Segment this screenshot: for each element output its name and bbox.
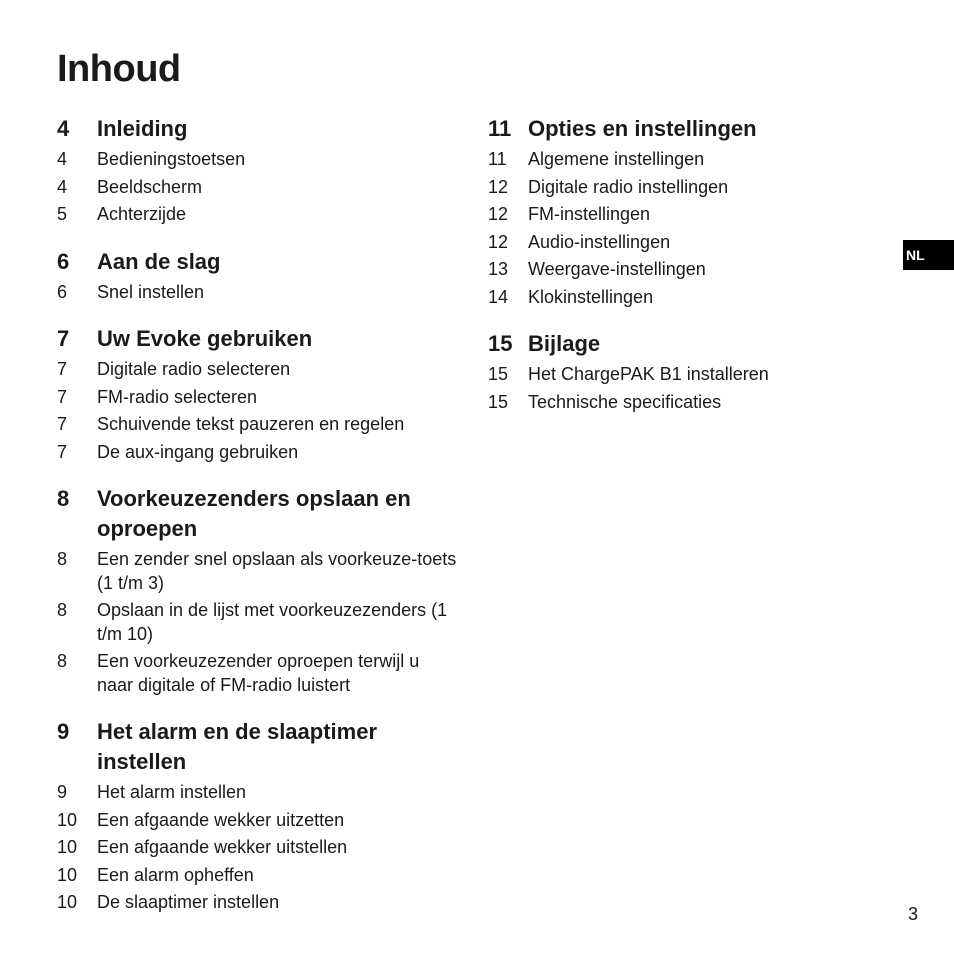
entry-title: Audio-instellingen	[528, 231, 671, 252]
entry-title: Een voorkeuzezender oproepen terwijl u naar digitale of FM-radio luistert	[97, 651, 420, 695]
toc-entry[interactable]	[57, 281, 457, 305]
toc-entry[interactable]	[57, 413, 457, 437]
section-title: Het alarm en de slaaptimer instellen	[97, 719, 378, 774]
entry-title: Een zender snel opslaan als voorkeuze-toets (1 t/m 3)	[97, 549, 457, 593]
entry-page-number: 12	[488, 231, 509, 252]
toc-entry[interactable]	[488, 286, 888, 310]
entry-title: Technische specificaties	[528, 391, 722, 412]
toc-section	[57, 324, 457, 464]
section-page-number: 8	[57, 486, 70, 511]
entry-title: Snel instellen	[97, 281, 205, 302]
toc-section	[488, 329, 888, 414]
section-page-number: 15	[488, 331, 513, 356]
entry-title: De slaaptimer instellen	[97, 892, 280, 912]
section-page-number: 4	[57, 116, 70, 141]
entry-page-number: 15	[488, 364, 509, 384]
page-title: Inhoud	[57, 48, 181, 90]
toc-entry[interactable]	[488, 176, 888, 200]
toc-entry[interactable]	[488, 203, 888, 227]
entry-page-number: 10	[57, 809, 78, 830]
entry-title: Een alarm opheffen	[97, 864, 254, 885]
language-tab: NL	[903, 240, 954, 270]
section-heading[interactable]	[57, 484, 457, 544]
entry-page-number: 4	[57, 149, 68, 169]
toc-section	[57, 484, 457, 697]
section-heading[interactable]	[488, 114, 888, 144]
toc-entry[interactable]	[57, 148, 457, 172]
section-title: Opties en instellingen	[528, 116, 757, 141]
entry-title: Algemene instellingen	[528, 149, 705, 169]
entry-page-number: 8	[57, 549, 68, 569]
entry-page-number: 10	[57, 837, 78, 857]
toc-entry[interactable]	[488, 391, 888, 415]
section-page-number: 6	[57, 248, 70, 274]
section-heading[interactable]	[57, 324, 457, 354]
entry-page-number: 7	[57, 359, 68, 379]
toc-section	[488, 114, 888, 309]
entry-page-number: 8	[57, 651, 68, 671]
toc-section	[57, 717, 457, 915]
section-page-number: 11	[488, 116, 512, 141]
entry-page-number: 7	[57, 414, 68, 434]
toc-right-column	[488, 114, 888, 434]
entry-page-number: 9	[57, 782, 68, 802]
entry-page-number: 12	[488, 204, 509, 224]
toc-left-column	[57, 114, 457, 935]
entry-page-number: 13	[488, 259, 509, 279]
toc-entry[interactable]	[488, 231, 888, 255]
toc-entry[interactable]	[57, 891, 457, 915]
entry-title: Achterzijde	[97, 204, 187, 224]
entry-title: De aux-ingang gebruiken	[97, 441, 299, 462]
toc-entry[interactable]	[57, 176, 457, 200]
section-title: Bijlage	[528, 331, 601, 356]
toc-entry[interactable]	[488, 363, 888, 387]
toc-entry[interactable]	[57, 836, 457, 860]
entry-title: Klokinstellingen	[528, 286, 654, 307]
entry-page-number: 5	[57, 204, 68, 224]
section-heading[interactable]	[57, 247, 457, 277]
entry-page-number: 11	[488, 149, 507, 169]
toc-entry[interactable]	[488, 148, 888, 172]
toc-entry[interactable]	[57, 650, 457, 697]
entry-title: Bedieningstoetsen	[97, 149, 246, 169]
toc-entry[interactable]	[488, 258, 888, 282]
entry-title: FM-instellingen	[528, 204, 651, 224]
entry-title: Een afgaande wekker uitzetten	[97, 809, 345, 830]
section-heading[interactable]	[488, 329, 888, 359]
entry-title: Opslaan in de lijst met voorkeuzezenders (1 t/m 10)	[97, 600, 448, 644]
toc-entry[interactable]	[57, 358, 457, 382]
toc-entry[interactable]	[57, 441, 457, 465]
section-heading[interactable]	[57, 717, 457, 777]
entry-page-number: 14	[488, 286, 509, 307]
section-heading[interactable]	[57, 114, 457, 144]
entry-title: Digitale radio instellingen	[528, 176, 729, 197]
section-title: Voorkeuzezenders opslaan en oproepen	[97, 486, 411, 541]
entry-title: Digitale radio selecteren	[97, 359, 291, 379]
entry-page-number: 7	[57, 386, 68, 407]
toc-entry[interactable]	[57, 781, 457, 805]
section-page-number: 7	[57, 326, 70, 351]
entry-page-number: 10	[57, 892, 78, 912]
section-title: Inleiding	[97, 116, 188, 141]
toc-section	[57, 247, 457, 305]
entry-title: Weergave-instellingen	[528, 259, 706, 279]
entry-page-number: 15	[488, 391, 509, 412]
toc-entry[interactable]	[57, 386, 457, 410]
entry-title: FM-radio selecteren	[97, 386, 258, 407]
entry-title: Schuivende tekst pauzeren en regelen	[97, 414, 405, 434]
entry-title: Het ChargePAK B1 installeren	[528, 364, 769, 384]
entry-page-number: 4	[57, 176, 68, 197]
toc-entry[interactable]	[57, 548, 457, 595]
toc-section	[57, 114, 457, 227]
entry-page-number: 7	[57, 441, 68, 462]
toc-entry[interactable]	[57, 809, 457, 833]
entry-page-number: 12	[488, 176, 509, 197]
entry-title: Een afgaande wekker uitstellen	[97, 837, 348, 857]
toc-entry[interactable]	[57, 599, 457, 646]
toc-entry[interactable]	[57, 864, 457, 888]
section-title: Aan de slag	[97, 248, 221, 274]
entry-title: Het alarm instellen	[97, 782, 247, 802]
entry-page-number: 10	[57, 864, 78, 885]
entry-title: Beeldscherm	[97, 176, 203, 197]
section-page-number: 9	[57, 719, 70, 744]
section-title: Uw Evoke gebruiken	[97, 326, 313, 351]
entry-page-number: 6	[57, 281, 68, 302]
page-number: 3	[908, 904, 919, 924]
entry-page-number: 8	[57, 600, 68, 620]
toc-entry[interactable]	[57, 203, 457, 227]
